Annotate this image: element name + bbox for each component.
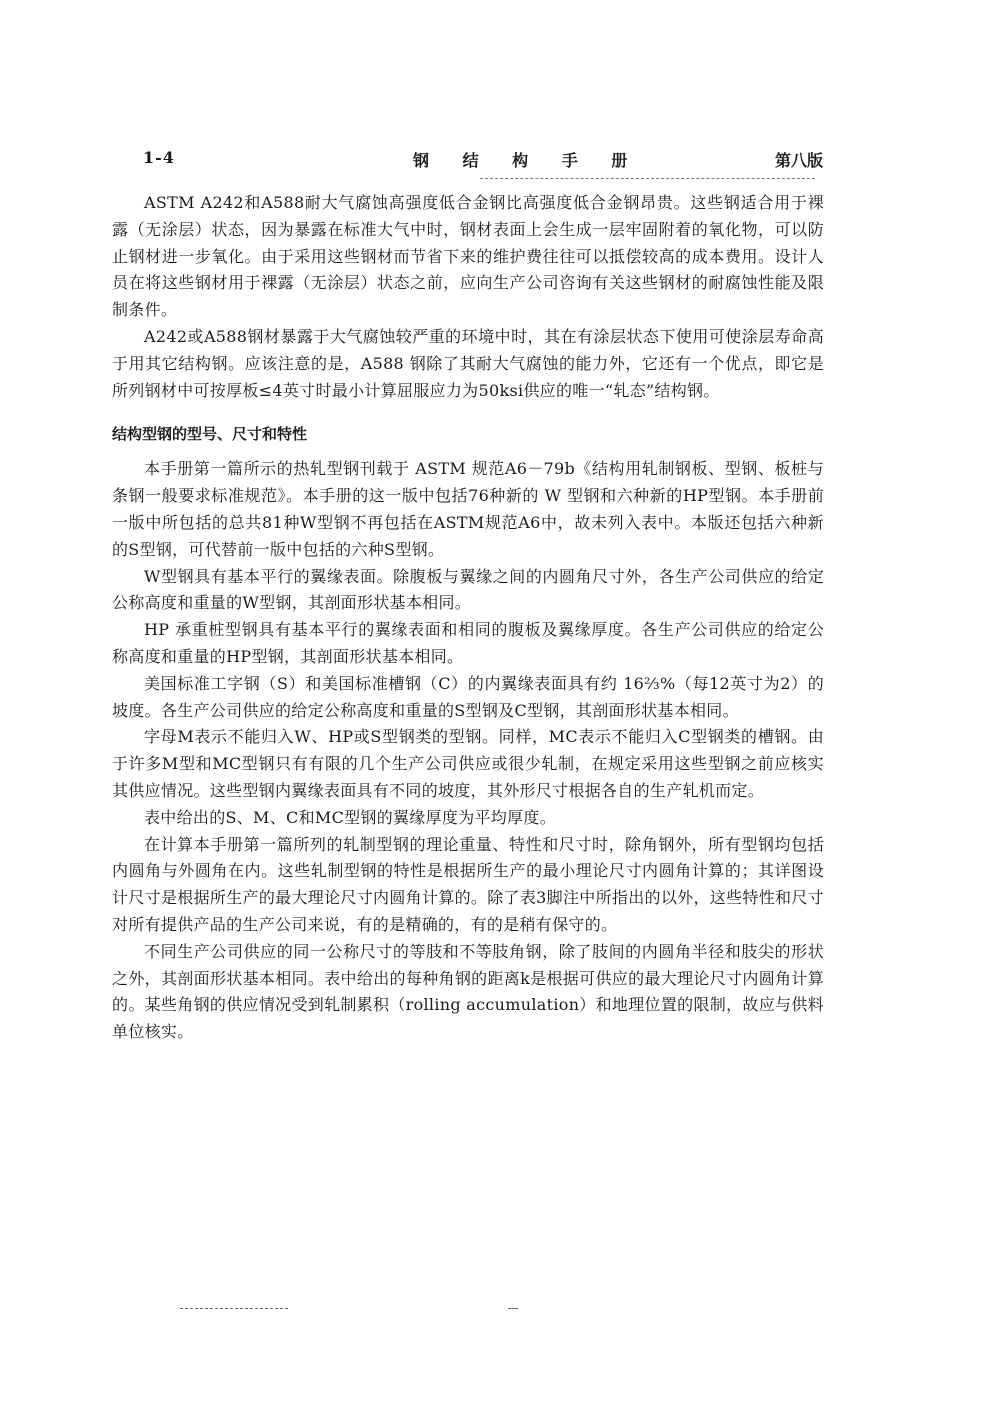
paragraph: 在计算本手册第一篇所列的轧制型钢的理论重量、特性和尺寸时，除角钢外，所有型钢均包括内圆角与外圆角在内。这些轧制型钢的特性是根据所生产的最小理论尺寸内圆角计算的；其详图设计尺寸是根据所生产的最大理论尺寸内圆角计算的。除了表3脚注中所指出的以外，这些特性和尺寸对所有提供产品的生产公司来说，有的是精确的，有的是稍有保守的。 — [112, 834, 824, 934]
footer-rule — [180, 1308, 288, 1309]
paragraph: ASTM A242和A588耐大气腐蚀高强度低合金钢比高强度低合金钢昂贵。这些钢适合用于裸露（无涂层）状态，因为暴露在标准大气中时，钢材表面上会生成一层牢固附着的氧化物，可以防止钢材进一步氧化。由于采用这些钢材而节省下来的维护费往往可以抵偿较高的成本费用。设计人员在将这些钢材用于裸露（无涂层）状态之前，应向生产公司咨询有关这些钢材的耐腐蚀性能及限制条件。 — [112, 193, 824, 320]
body-text — [112, 190, 824, 1046]
paragraph: HP 承重桩型钢具有基本平行的翼缘表面和相同的腹板及翼缘厚度。各生产公司供应的给定公称高度和重量的HP型钢，其剖面形状基本相同。 — [112, 620, 824, 666]
paragraph: 表中给出的S、M、C和MC型钢的翼缘厚度为平均厚度。 — [144, 807, 557, 827]
paragraph: 本手册第一篇所示的热轧型钢刊载于 ASTM 规范A6－79b《结构用轧制钢板、型钢、板桩与条钢一般要求标准规范》。本手册的这一版中包括76种新的 W 型钢和六种新的HP型钢。本手册前一版中所包括的总共81种W型钢不再包括在ASTM规范A6中，故未列入表中。本版还包括六种新的S型钢，可代替前一版中包括的六种S型钢。 — [112, 459, 824, 559]
header-rule — [480, 178, 815, 179]
section-heading: 结构型钢的型号、尺寸和特性 — [112, 425, 308, 444]
paragraph: 美国标准工字钢（S）和美国标准槽钢（C）的内翼缘表面具有约 16⅔%（每12英寸为2）的坡度。各生产公司供应的给定公称高度和重量的S型钢及C型钢，其剖面形状基本相同。 — [112, 673, 824, 720]
page-number: 1-4 — [143, 148, 175, 167]
edition-label: 第八版 — [774, 151, 823, 170]
footer-rule-short — [508, 1308, 518, 1309]
page-header — [143, 148, 823, 172]
paragraph: W型钢具有基本平行的翼缘表面。除腹板与翼缘之间的内圆角尺寸外，各生产公司供应的给定公称高度和重量的W型钢，其剖面形状基本相同。 — [112, 566, 824, 613]
paragraph: 字母M表示不能归入W、HP或S型钢类的型钢。同样，MC表示不能归入C型钢类的槽钢。由于许多M型和MC型钢只有有限的几个生产公司供应或很少轧制，在规定采用这些型钢之前应核实其供应情况。这些型钢内翼缘表面具有不同的坡度，其外形尺寸根据各自的生产轧机而定。 — [112, 727, 824, 800]
paragraph: A242或A588钢材暴露于大气腐蚀较严重的环境中时，其在有涂层状态下使用可使涂层寿命高于用其它结构钢。应该注意的是，A588 钢除了其耐大气腐蚀的能力外，它还有一个优点，即它是所列钢材中可按厚板≤4英寸时最小计算屈服应力为50ksi供应的唯一“轧态”结构钢。 — [112, 326, 824, 400]
paragraph: 不同生产公司供应的同一公称尺寸的等肢和不等肢角钢，除了肢间的内圆角半径和肢尖的形状之外，其剖面形状基本相同。表中给出的每种角钢的距离k是根据可供应的最大理论尺寸内圆角计算的。某些角钢的供应情况受到轧制累积（rolling accumulation）和地理位置的限制，故应与供料单位核实。 — [112, 941, 824, 1042]
book-title: 钢 结 构 手 册 — [413, 151, 642, 170]
